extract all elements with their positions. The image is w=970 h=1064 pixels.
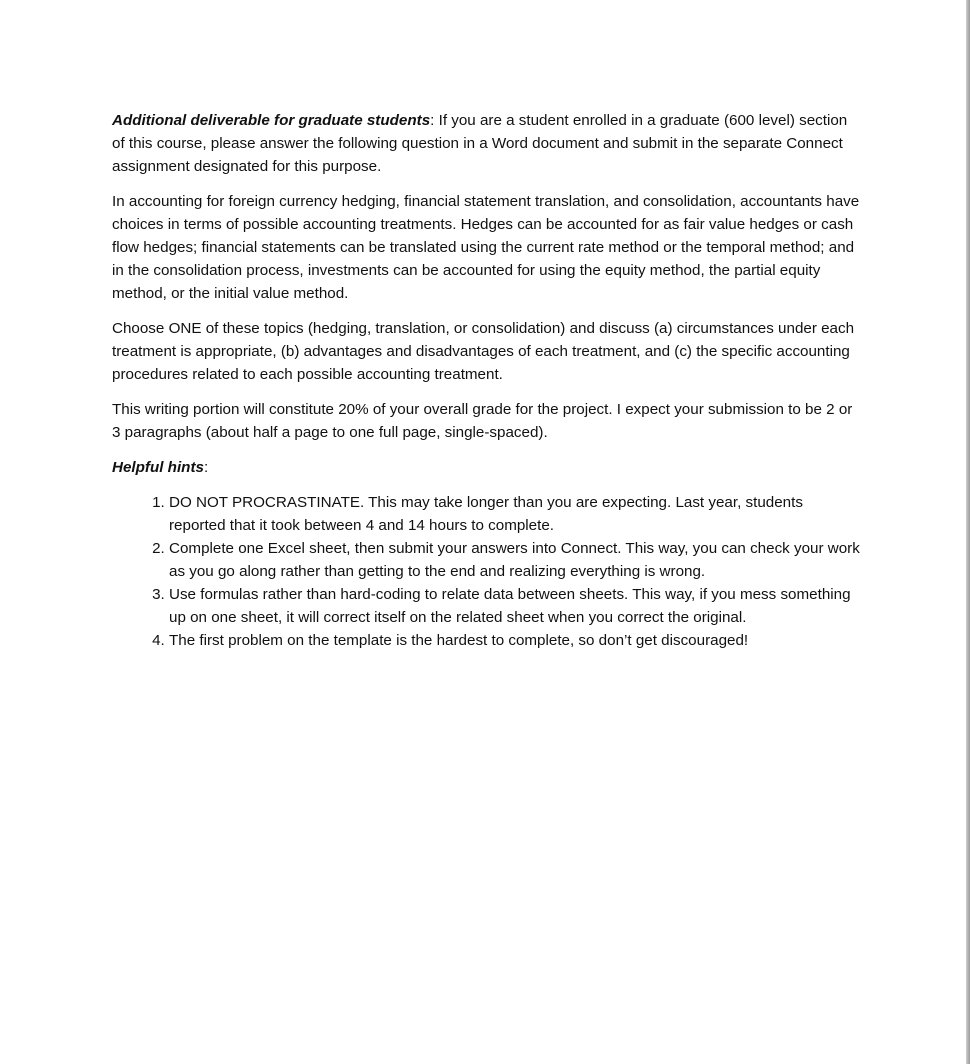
hint-item: 3. Use formulas rather than hard-coding to relate data between sheets. This way, if you mess something up on one sheet, it will correct itself on the related sheet when you correct the original.: [169, 583, 862, 629]
hint-item: 4. The first problem on the template is the hardest to complete, so don’t get discouraged!: [169, 629, 862, 652]
grading-paragraph: This writing portion will constitute 20% of your overall grade for the project. I expect your submission to be 2 or 3 paragraphs (about half a page to one full page, single-spaced).: [112, 401, 853, 441]
hints-heading-bold: Helpful hints: [112, 459, 204, 476]
hint-item: 2. Complete one Excel sheet, then submit your answers into Connect. This way, you can check your work as you go along rather than getting to the end and realizing everything is wrong.: [169, 537, 862, 583]
accounting-choices-paragraph: In accounting for foreign currency hedging, financial statement translation, and consolidation, accountants have choices in terms of possible accounting treatments. Hedges can be accounted for as fair value hedges or cash flow hedges; financial statements can be translated using the current rate method or the temporal method; and in the consolidation process, investments can be accounted for using the equity method, the partial equity method, or the initial value method.: [112, 193, 860, 302]
hint-item: 1. DO NOT PROCRASTINATE. This may take longer than you are expecting. Last year, students reported that it took between 4 and 14 hours to complete.: [169, 491, 862, 537]
topic-choice-paragraph: Choose ONE of these topics (hedging, translation, or consolidation) and discuss (a) circumstances under each treatment is appropriate, (b) advantages and disadvantages of each treatment, and (c) the specific accounting procedures related to each possible accounting treatment.: [112, 320, 855, 383]
intro-bold-lead: Additional deliverable for graduate students: [112, 112, 431, 129]
page-edge-shadow: [966, 0, 970, 1064]
hints-heading: [112, 456, 862, 479]
hints-heading-colon: :: [203, 459, 209, 476]
intro-text: : If you are a student enrolled in a graduate (600 level) section of this course, please answer the following question in a Word document and submit in the separate Connect assignment designated for this purpose.: [112, 112, 848, 175]
intro-paragraph: [112, 109, 862, 178]
hints-list: [112, 491, 862, 652]
document-body: [112, 109, 862, 652]
